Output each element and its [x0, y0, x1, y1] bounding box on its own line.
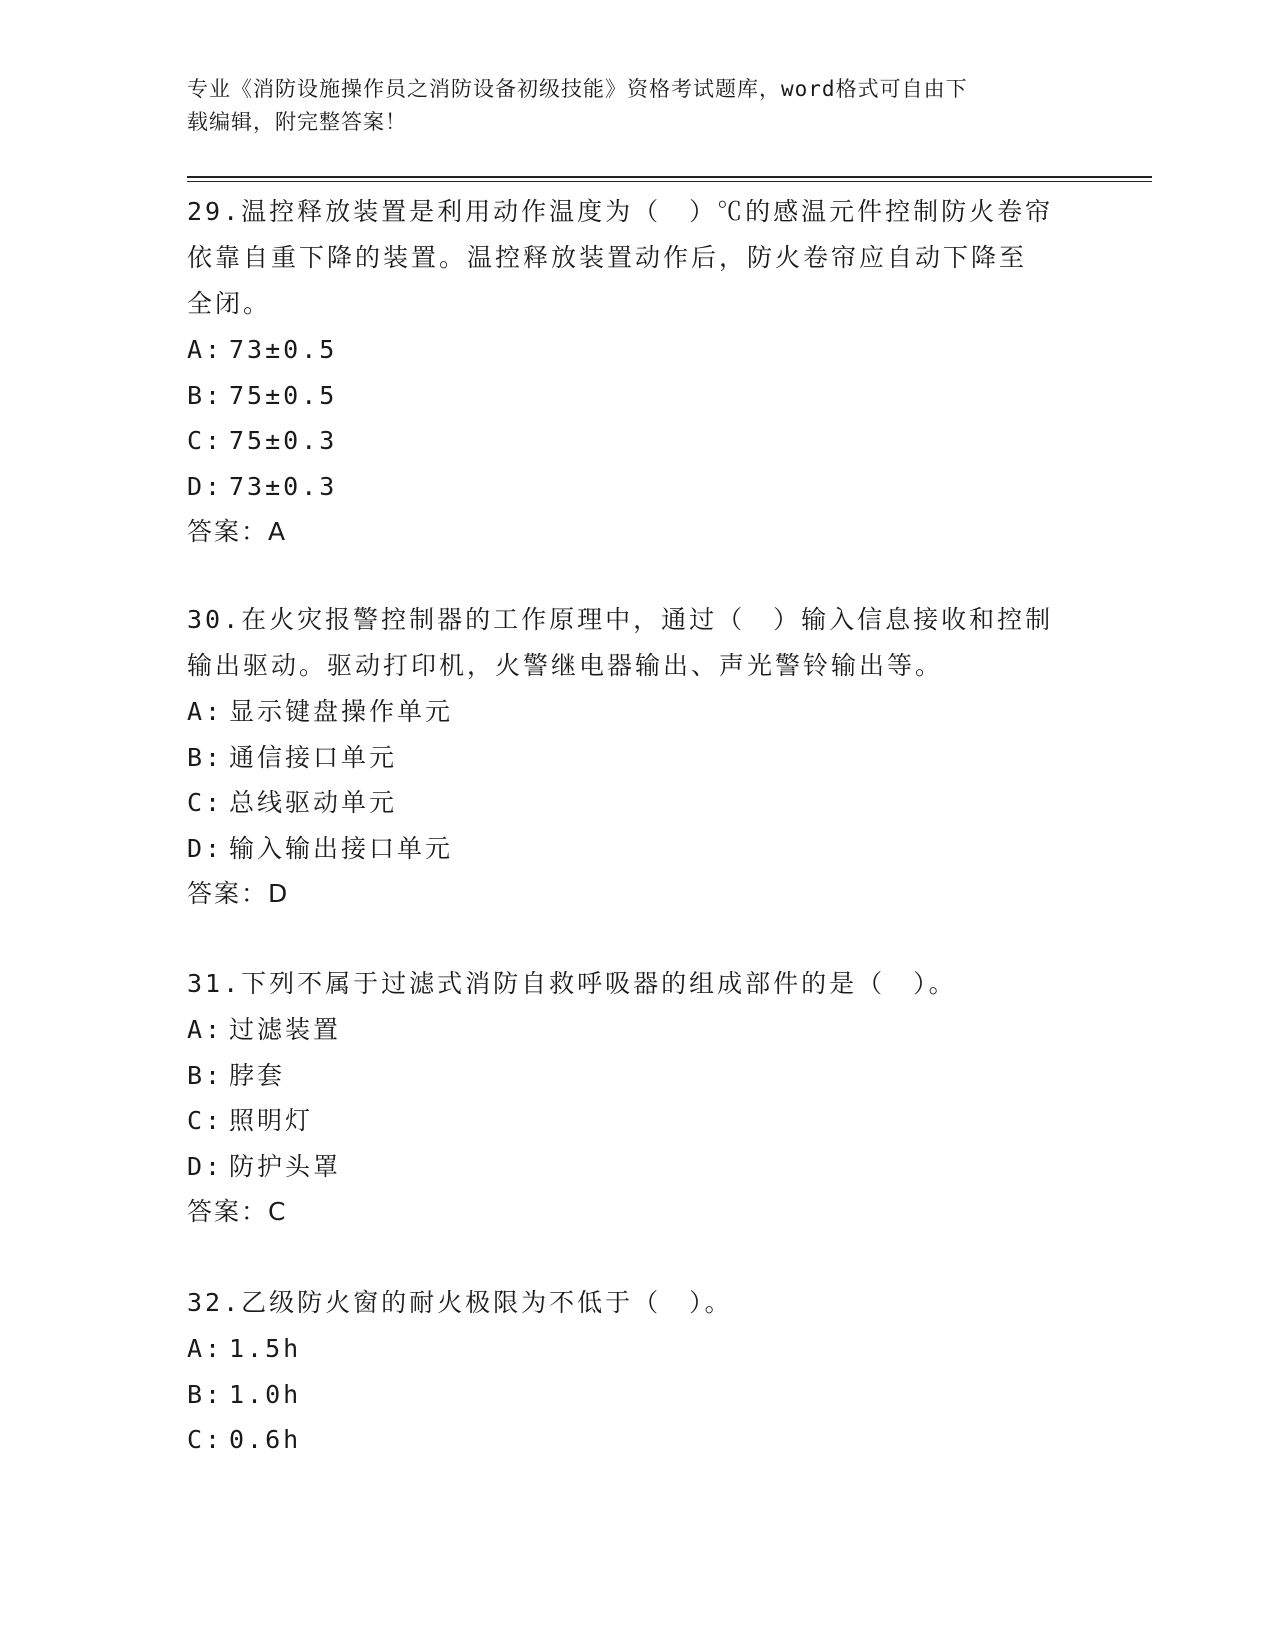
option-text: 1.0h: [229, 1379, 302, 1409]
option-letter: B:: [187, 1379, 224, 1409]
option-letter: C:: [187, 788, 224, 817]
stem-line: 29.温控释放装置是利用动作温度为（ ）℃的感温元件控制防火卷帘: [187, 197, 1054, 226]
option-b: [187, 1372, 1087, 1418]
question-32: [187, 1280, 1087, 1463]
question-31: [187, 961, 1087, 1234]
option-letter: C:: [187, 1425, 224, 1454]
question-stem: [187, 597, 1087, 689]
option-c: [187, 418, 1087, 464]
option-letter: B:: [187, 1060, 224, 1090]
answer-line: 答案：C: [187, 1197, 288, 1226]
document-header: [187, 73, 1087, 139]
answer-line: 答案：A: [187, 517, 288, 546]
option-text: 通信接口单元: [229, 742, 398, 772]
answer-line: 答案：D: [187, 879, 290, 908]
option-a: [187, 327, 1087, 373]
option-b: [187, 1053, 1087, 1099]
header-line-1: 专业《消防设施操作员之消防设备初级技能》资格考试题库，word格式可自由下: [187, 77, 968, 101]
option-text: 过滤装置: [229, 1015, 342, 1044]
option-text: 防护头罩: [229, 1151, 342, 1181]
option-text: 脖套: [229, 1060, 286, 1090]
question-stem: [187, 1280, 1087, 1326]
question-stem: [187, 189, 1087, 327]
option-b: [187, 735, 1087, 781]
header-divider-thin: [187, 181, 1152, 182]
option-c: [187, 780, 1087, 826]
option-letter: A:: [187, 1015, 224, 1044]
stem-line: 31.下列不属于过滤式消防自救呼吸器的组成部件的是（ ）。: [187, 969, 957, 998]
header-divider-thick: [187, 176, 1152, 178]
option-text: 输入输出接口单元: [229, 833, 454, 863]
option-text: 1.5h: [229, 1334, 302, 1363]
option-text: 75±0.3: [229, 426, 338, 455]
option-d: [187, 826, 1087, 872]
option-a: [187, 1326, 1087, 1372]
option-d: [187, 1144, 1087, 1190]
stem-line: 全闭。: [187, 289, 272, 318]
option-b: [187, 373, 1087, 419]
option-text: 照明灯: [229, 1106, 314, 1135]
option-text: 总线驱动单元: [229, 788, 398, 817]
question-stem: [187, 961, 1087, 1007]
option-letter: D:: [187, 833, 224, 863]
option-text: 73±0.5: [229, 335, 338, 364]
option-text: 75±0.5: [229, 380, 338, 410]
option-d: [187, 464, 1087, 510]
option-text: 73±0.3: [229, 471, 338, 501]
stem-line: 依靠自重下降的装置。温控释放装置动作后，防火卷帘应自动下降至: [187, 243, 1028, 272]
option-c: [187, 1098, 1087, 1144]
option-letter: A:: [187, 1334, 224, 1363]
option-a: [187, 1007, 1087, 1053]
option-c: [187, 1417, 1087, 1463]
stem-line: 30.在火灾报警控制器的工作原理中，通过（ ）输入信息接收和控制: [187, 605, 1054, 634]
option-letter: C:: [187, 1106, 224, 1135]
question-30: [187, 597, 1087, 916]
option-letter: D:: [187, 1151, 224, 1181]
option-letter: A:: [187, 335, 224, 364]
header-line-2: 载编辑，附完整答案！: [187, 110, 407, 134]
option-letter: A:: [187, 697, 224, 726]
option-text: 显示键盘操作单元: [229, 697, 454, 726]
option-letter: C:: [187, 426, 224, 455]
option-letter: D:: [187, 471, 224, 501]
stem-line: 32.乙级防火窗的耐火极限为不低于（ ）。: [187, 1288, 733, 1317]
option-a: [187, 689, 1087, 735]
option-letter: B:: [187, 742, 224, 772]
question-29: [187, 189, 1087, 554]
stem-line: 输出驱动。驱动打印机，火警继电器输出、声光警铃输出等。: [187, 651, 944, 680]
option-text: 0.6h: [229, 1425, 302, 1454]
option-letter: B:: [187, 380, 224, 410]
